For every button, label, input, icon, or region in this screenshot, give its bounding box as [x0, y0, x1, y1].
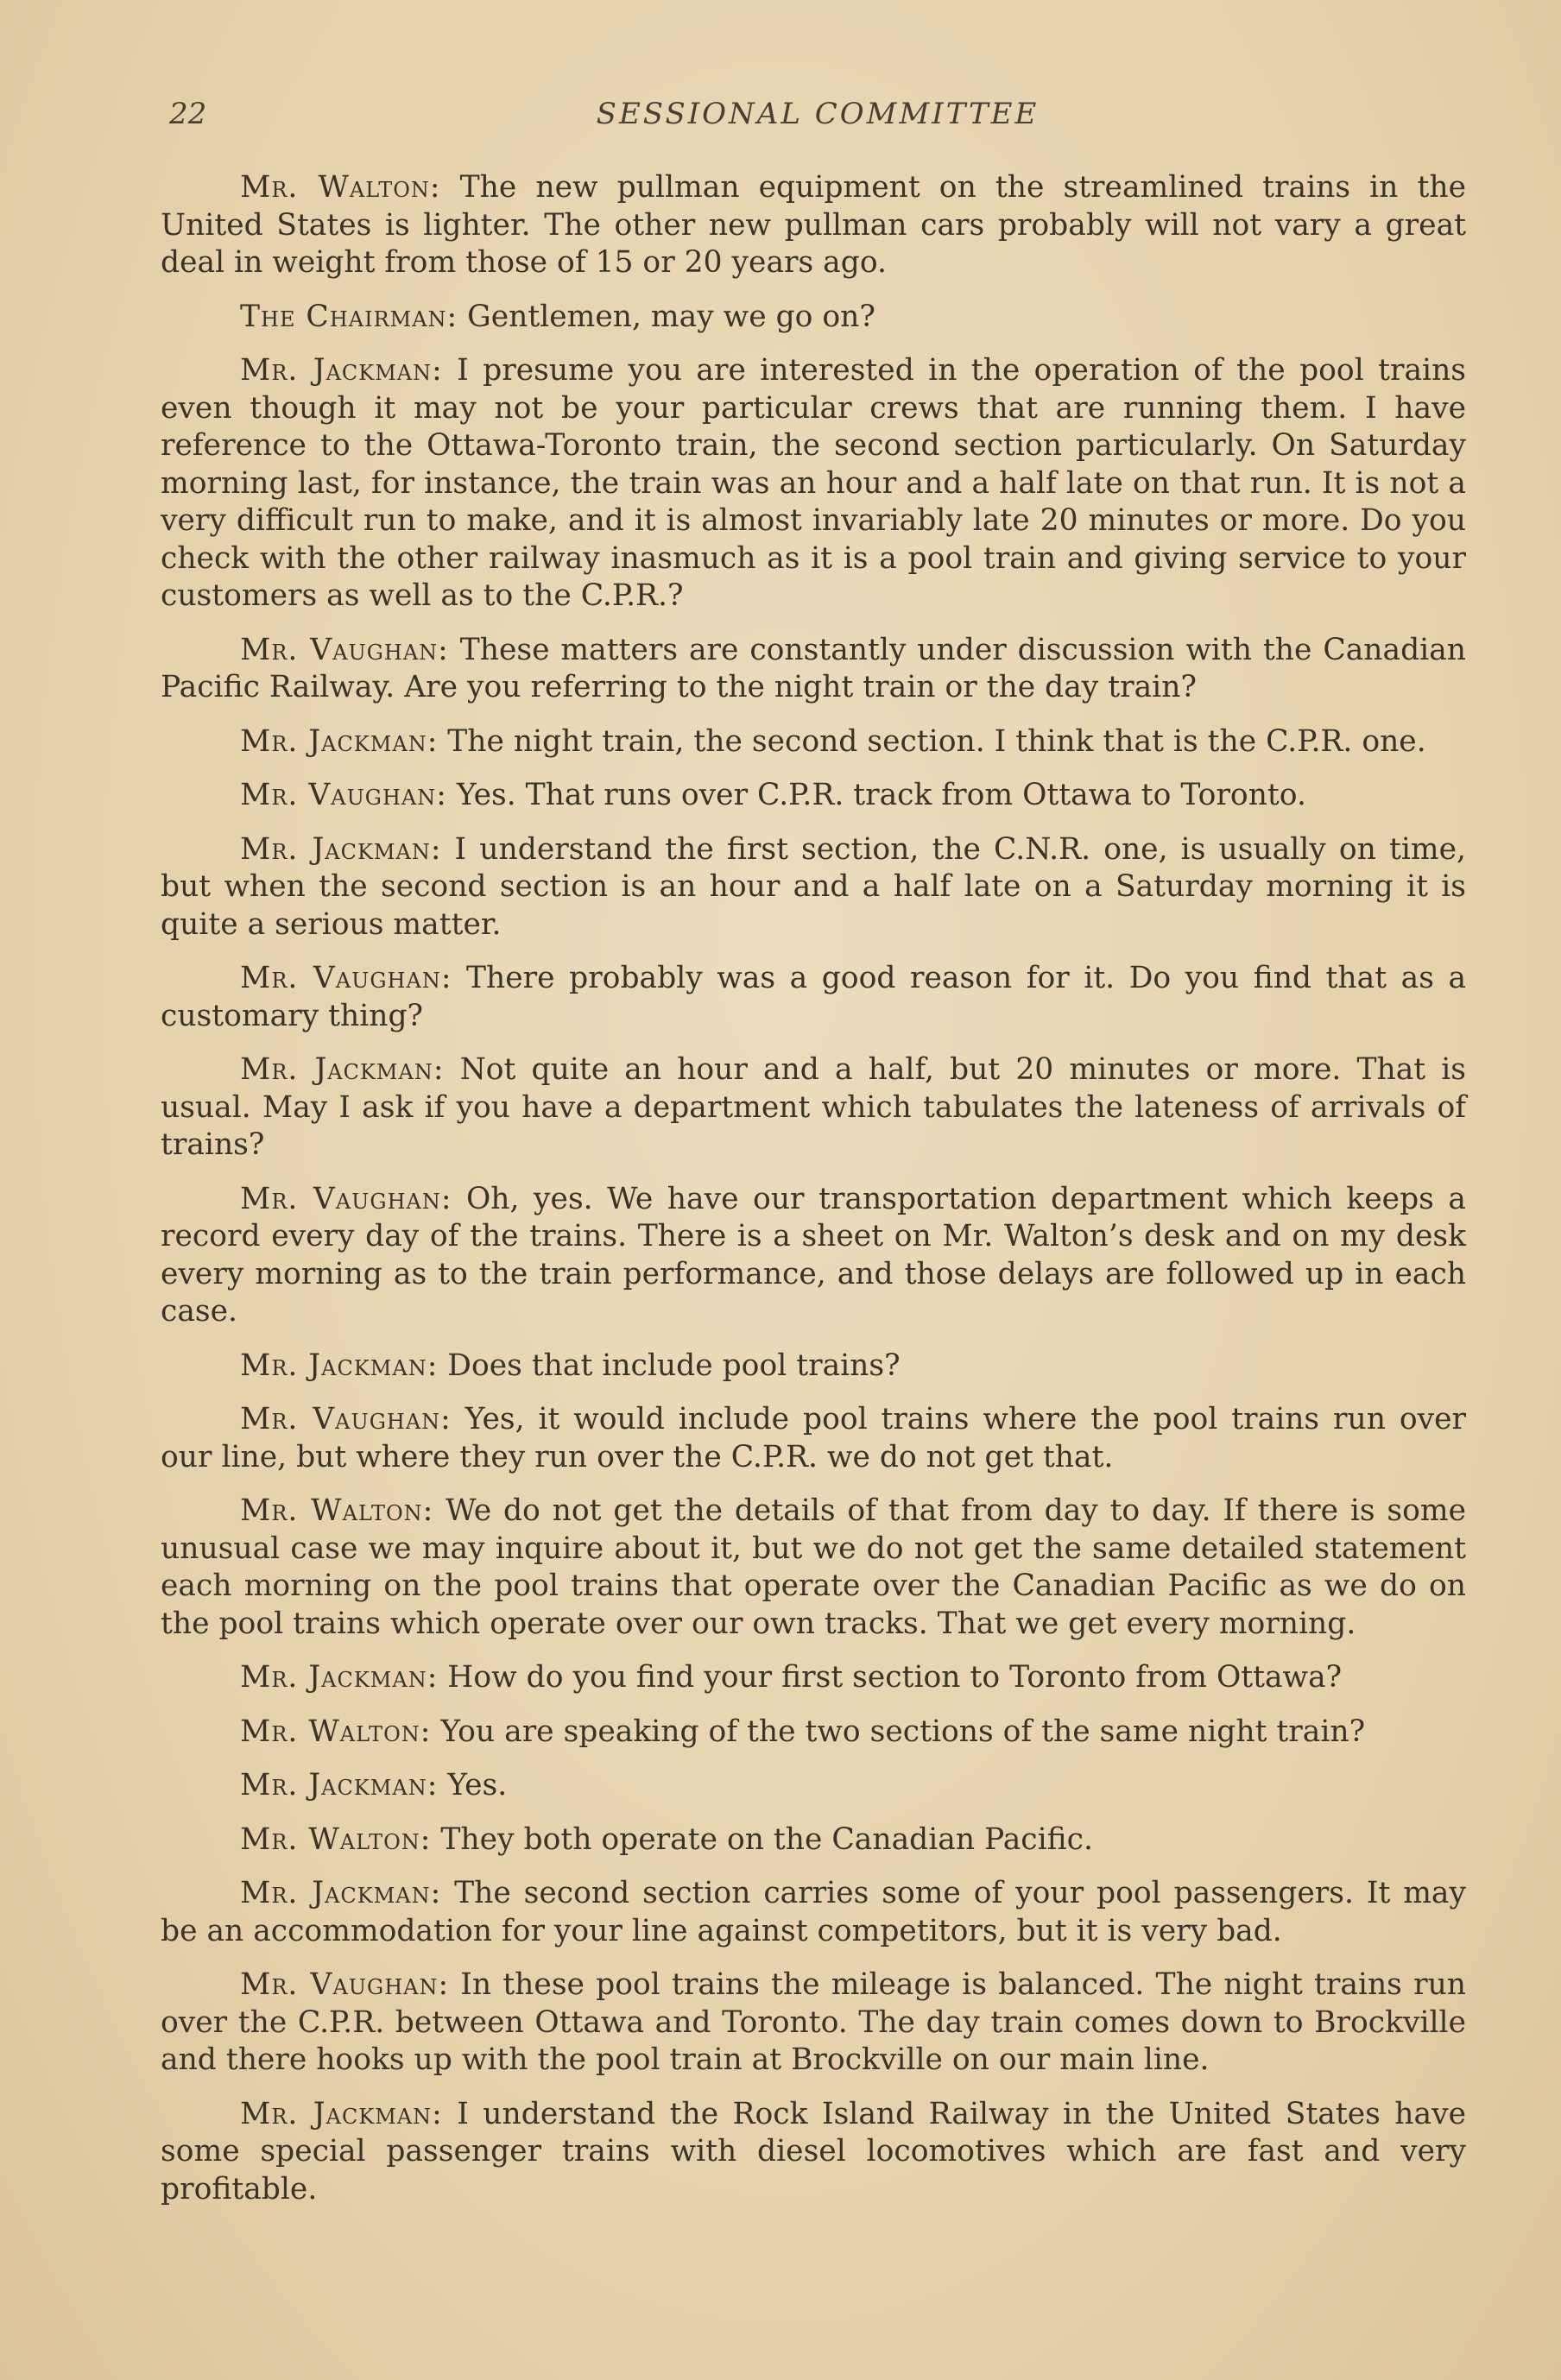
speech-text: Not quite an hour and a half, but 20 minutes or more. That is usual. May I ask if you have a department which tabulates the lateness of arrivals of trains? [161, 1052, 1466, 1162]
transcript-paragraph [161, 1821, 1466, 1859]
speech-text: There probably was a good reason for it. Do you find that as a customary thing? [161, 961, 1467, 1033]
speech-text: In these pool trains the mileage is balanced. The night trains run over the C.P.R. between Ottawa and Toronto. The day train comes down to Brockville and there hooks up with the pool train at Brockville on our main line. [161, 1967, 1467, 2077]
transcript-paragraph [161, 169, 1466, 282]
speech-text: Gentlemen, may we go on? [458, 299, 875, 334]
speech-text: Yes. [438, 1768, 508, 1802]
transcript-paragraph [161, 1401, 1466, 1476]
transcript-paragraph [161, 960, 1466, 1035]
speaker-name: Mr. Vaughan: [240, 632, 449, 667]
speech-text: They both operate on the Canadian Pacific. [431, 1821, 1093, 1857]
transcript-paragraph [161, 352, 1466, 616]
speech-text: How do you find your first section to Toronto from Ottawa? [438, 1660, 1343, 1695]
speech-text: The second section carries some of your pool passengers. It may be an accommodation for your line against competitors, but it is very bad. [161, 1876, 1466, 1948]
speaker-name: Mr. Jackman: [240, 831, 442, 867]
speaker-name: Mr. Walton: [240, 1714, 432, 1749]
transcript-paragraph [161, 1051, 1466, 1165]
speech-text: Yes, it would include pool trains where the pool trains run over our line, but where they run over the C.P.R. we do not get that. [161, 1402, 1466, 1474]
speaker-name: Mr. Jackman: [240, 1052, 445, 1087]
speech-text: Yes. That runs over C.P.R. track from Ottawa to Toronto. [446, 778, 1306, 812]
speaker-name: Mr. Vaughan: [240, 1967, 450, 2002]
transcript-paragraph [161, 1181, 1466, 1331]
transcript-paragraph [161, 777, 1466, 815]
speech-text: The new pullman equipment on the streamlined trains in the United States is lighter. The other new pullman cars probably will not vary a great deal in weight from those of 15 or 20 years ago. [161, 170, 1466, 280]
speaker-name: Mr. Jackman: [240, 1876, 442, 1910]
speaker-name: Mr. Walton: [240, 1493, 434, 1528]
speech-text: Does that include pool trains? [438, 1348, 901, 1383]
speech-text: Oh, yes. We have our transportation department which keeps a record every day of the trains. There is a sheet on Mr. Walton’s desk and on my desk every morning as to the train performance, and those delays are followed up in each case. [161, 1181, 1466, 1329]
speaker-name: Mr. Vaughan: [240, 1181, 452, 1216]
speech-text: I presume you are interested in the operation of the pool trains even though it may not be your particular crews that are running them. I have reference to the Ottawa-Toronto train, the second section particularly. On Saturday morning last, for instance, the train was an hour and a half late on that run. It is not a very difficult run to make, and it is almost invariably late 20 minutes or more. Do you check with the other railway inasmuch as it is a pool train and giving service to your customers as well as to the C.P.R.? [161, 353, 1466, 613]
speech-text: These matters are constantly under discussion with the Canadian Pacific Railway. Are you referring to the night train or the day train? [161, 632, 1467, 704]
speaker-name: Mr. Jackman: [240, 2096, 443, 2131]
running-head: SESSIONAL COMMITTEE [596, 97, 1040, 131]
transcript-paragraph [161, 632, 1466, 707]
speech-text: I understand the first section, the C.N.R. one, is usually on time, but when the second section is an hour and a half late on a Saturday morning it is quite a serious matter. [161, 831, 1466, 942]
speech-text: We do not get the details of that from day to day. If there is some unusual case we may inquire about it, but we do not get the same detailed statement each morning on the pool trains that operate over the Canadian Pacific as we do on the pool trains which operate over our own tracks. That we get every morning. [161, 1493, 1466, 1641]
speaker-name: Mr. Jackman: [240, 353, 443, 388]
speaker-name: Mr. Jackman: [240, 1660, 439, 1695]
speaker-name: Mr. Vaughan: [240, 778, 447, 812]
speaker-name: Mr. Vaughan: [240, 1402, 452, 1436]
transcript-paragraph [161, 1714, 1466, 1752]
transcript-paragraph [161, 1659, 1466, 1697]
transcript-paragraph [161, 1493, 1466, 1643]
transcript-paragraph [161, 299, 1466, 337]
page-header [169, 97, 1466, 140]
speech-text: You are speaking of the two sections of the same night train? [431, 1714, 1366, 1749]
speaker-name: Mr. Jackman: [240, 1348, 439, 1383]
speaker-name: The Chairman: [240, 299, 458, 334]
speaker-name: Mr. Jackman: [240, 723, 439, 759]
speech-text: The night train, the second section. I think that is the C.P.R. one. [438, 723, 1426, 759]
page-number: 22 [169, 97, 207, 131]
transcript-paragraph [161, 1966, 1466, 2080]
transcript-paragraph [161, 2096, 1466, 2209]
transcript-paragraph [161, 1767, 1466, 1805]
transcript-paragraph [161, 831, 1466, 944]
transcript-body [161, 169, 1466, 2225]
transcript-paragraph [161, 1348, 1466, 1386]
transcript-paragraph [161, 1875, 1466, 1950]
speaker-name: Mr. Walton: [240, 1821, 432, 1857]
transcript-paragraph [161, 723, 1466, 761]
speaker-name: Mr. Vaughan: [240, 961, 452, 995]
speaker-name: Mr. Walton: [240, 170, 441, 205]
speech-text: I understand the Rock Island Railway in the United States have some special passenger trains with diesel locomotives which are fast and very profitable. [161, 2096, 1466, 2206]
speaker-name: Mr. Jackman: [240, 1768, 439, 1802]
